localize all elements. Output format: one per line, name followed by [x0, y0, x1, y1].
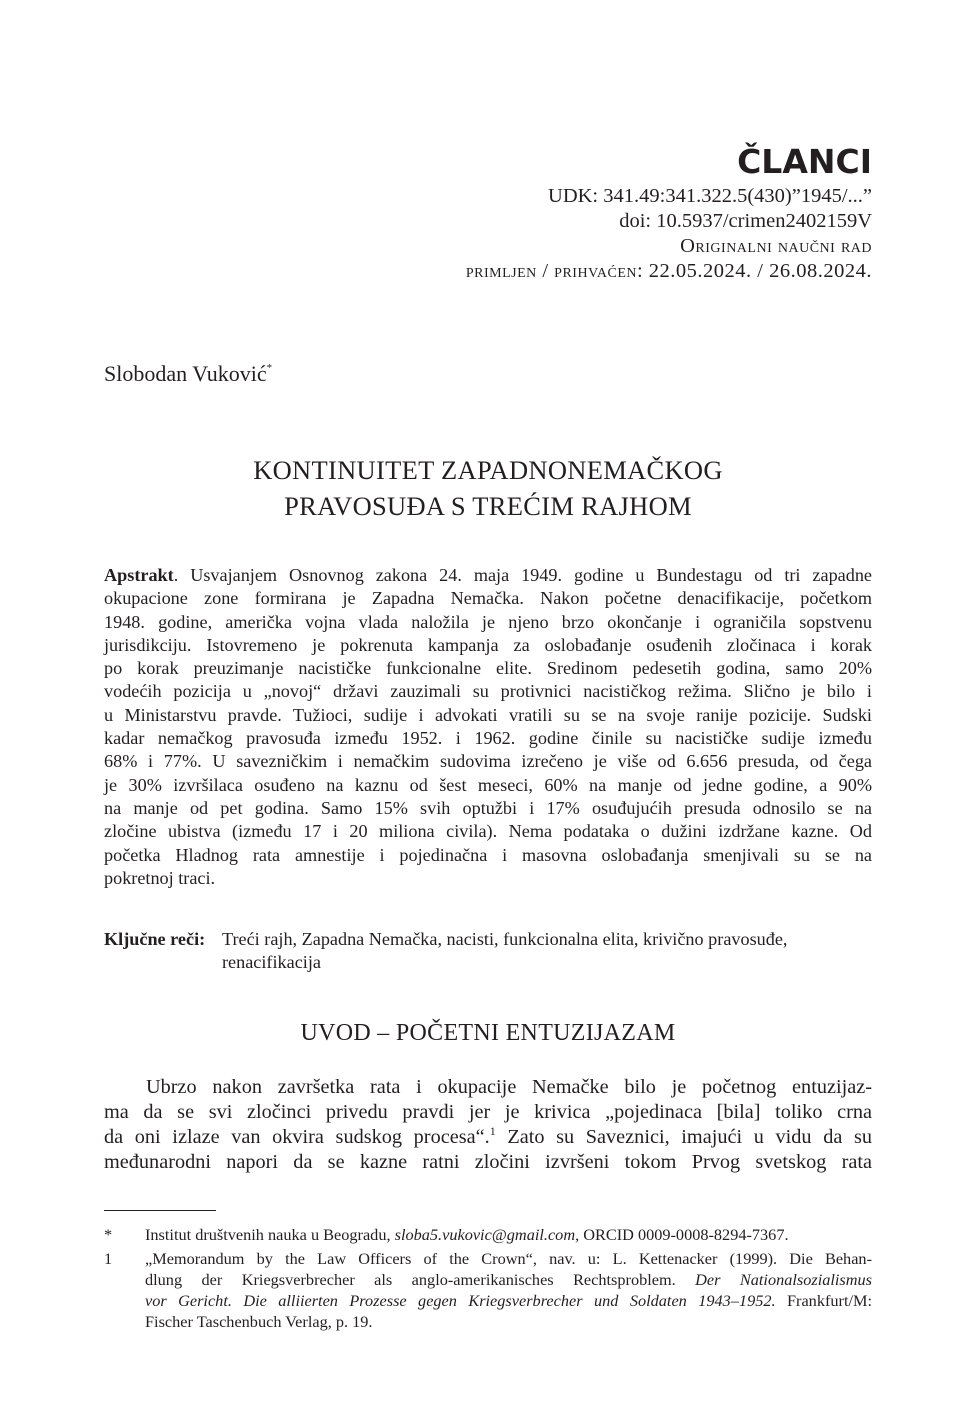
footnote-author [104, 1224, 872, 1245]
abstract-line: jurisdikciju. Istovremeno je pokrenuta kampanja za oslobađanje osuđenih zločinaca i korak [104, 634, 872, 655]
abstract-line: pokretnoj traci. [104, 867, 216, 888]
abstract-line: po korak preuzimanje nacističke funkcionalne elite. Sredinom pedesetih godina, samo 20% [104, 658, 872, 679]
author-footnote-mark[interactable]: * [266, 362, 273, 374]
keywords-label: Ključne reči: [104, 929, 206, 949]
body-paragraph [104, 1075, 872, 1175]
udk-code: UDK: 341.49:341.322.5(430)”1945/...” [548, 185, 872, 207]
author [104, 354, 272, 388]
article-type: Originalni naučni rad [680, 235, 872, 257]
keywords-text: Treći rajh, Zapadna Nemačka, nacisti, funkcionalna elita, krivično pravosuđe, renacifikacija [222, 929, 788, 973]
footnote-mark: 1 [104, 1249, 113, 1268]
body-line: ma da se svi zločinci privedu pravdi jer je krivica „pojedinaca [bila] toliko crna [104, 1101, 872, 1123]
abstract-line: zločine ubistva (između 17 i 20 miliona civila). Nema podataka o dužini izdržane kazne. Od [104, 821, 872, 842]
footnote-reference[interactable]: 1 [489, 1124, 496, 1138]
footnote-line: vor Gericht. Die alliierten Prozesse gegen Kriegsverbrecher und Soldaten 1943–1952. Frankfurt/M: [145, 1291, 872, 1310]
abstract-label: Apstrakt [104, 565, 174, 585]
body-line: Ubrzo nakon završetka rata i okupacije Nemačke bilo je početnog entuzijaz- [146, 1076, 872, 1098]
author-email-link[interactable]: sloba5.vukovic@gmail.com [394, 1225, 576, 1244]
title-line: KONTINUITET ZAPADNONEMAČKOG [253, 455, 723, 485]
footnote-line: Institut društvenih nauka u Beogradu, sloba5.vukovic@gmail.com, ORCID 0009-0008-8294-7367. [145, 1225, 789, 1244]
abstract-line: na manje od pet godina. Samo 15% svih optužbi i 17% osuđujućih presuda odnosilo se na [104, 797, 872, 818]
article-title [104, 452, 872, 524]
article-header [466, 140, 872, 284]
abstract-line: vodećih pozicija u „novoj“ državi zauzimali su protivnici nacističkog režima. Slično je bilo i [104, 681, 872, 702]
abstract-line: Apstrakt. Usvajanjem Osnovnog zakona 24. maja 1949. godine u Bundestagu od tri zapadne [104, 565, 872, 585]
section-label: ČLANCI [737, 142, 872, 181]
received-accepted-dates: primljen / prihvaćen: 22.05.2024. / 26.08.2024. [465, 260, 872, 282]
doi[interactable]: doi: 10.5937/crimen2402159V [619, 210, 872, 232]
footnote-line: dlung der Kriegsverbrecher als anglo-amerikanisches Rechtsproblem. Der Nationalsozialismus [145, 1270, 872, 1289]
abstract-line: 1948. godine, američka vojna vlada naložila je njeno brzo okončanje i ograničila sopstvenu [104, 611, 872, 632]
footnotes [104, 1224, 872, 1335]
abstract-line: kadar nemačkog pravosuđa između 1952. i 1962. godine činile su nacističke sudije između [104, 728, 872, 749]
title-line: PRAVOSUĐA S TREĆIM RAJHOM [284, 491, 692, 521]
body-line: da oni izlaze van okvira sudskog procesa“.$^1$ Zato su Saveznici, imajući u vidu da su [104, 1124, 872, 1148]
section-heading: UVOD – POČETNI ENTUZIJAZAM [300, 1020, 676, 1046]
abstract-line: je 30% izvršilaca osuđeno na kaznu od šest meseci, 60% na manje od jedne godine, a 90% [104, 774, 872, 795]
footnote-1 [104, 1248, 872, 1332]
footnote-mark: * [104, 1225, 113, 1244]
abstract [104, 564, 872, 890]
abstract-line: okupacione zone formirana je Zapadna Nemačka. Nakon početne denacifikacije, početkom [104, 588, 872, 609]
abstract-line: početka Hladnog rata amnestije i pojedinačna i masovna oslobađanja smenjivali su se na [104, 844, 872, 865]
abstract-line: 68% i 77%. U savezničkim i nemačkim sudovima izrečeno je više od 6.656 presuda, od čega [104, 751, 872, 772]
author-name: Slobodan Vuković [104, 361, 267, 386]
footnote-line: „Memorandum by the Law Officers of the Crown“, nav. u: L. Kettenacker (1999). Die Behan- [145, 1249, 872, 1268]
abstract-line: u Ministarstvu pravde. Tužioci, sudije i advokati vratili su se na svoje ranije pozicije. Sudski [104, 704, 872, 725]
footnote-line: Fischer Taschenbuch Verlag, p. 19. [145, 1312, 373, 1331]
body-line: međunarodni napori da se kazne ratni zločini izvršeni tokom Prvog svetskog rata [104, 1151, 872, 1173]
footnote-divider [104, 1210, 216, 1211]
